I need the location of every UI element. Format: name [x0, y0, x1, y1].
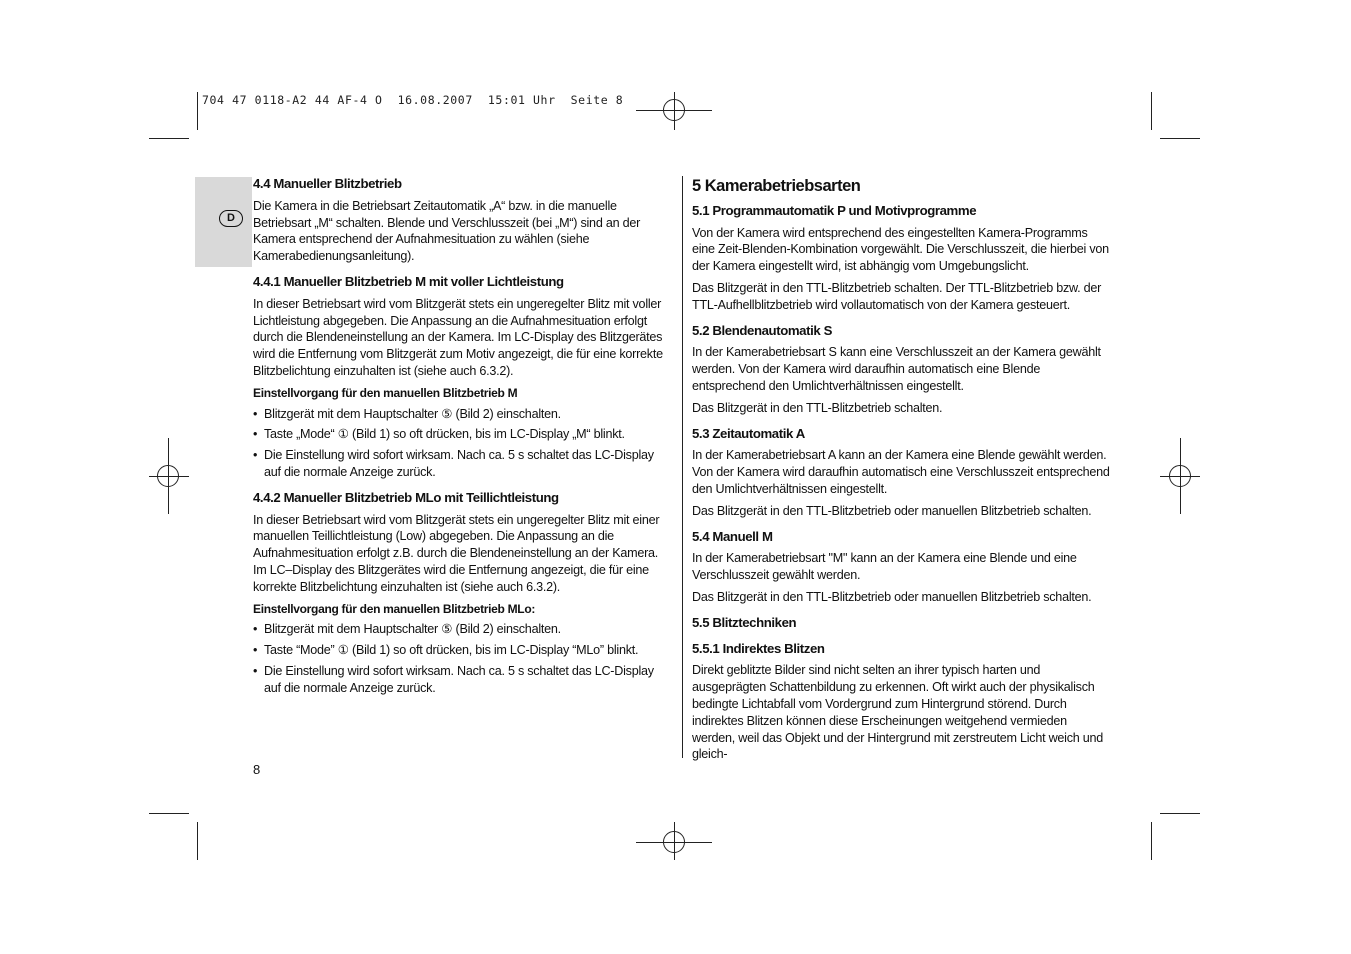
- list-item: • Die Einstellung wird sofort wirksam. Nach ca. 5 s schaltet das LC-Display auf die normale Anzeige zurück.: [253, 663, 673, 697]
- paragraph: Das Blitzgerät in den TTL-Blitzbetrieb oder manuellen Blitzbetrieb schalten.: [692, 503, 1092, 518]
- paragraph: Von der Kamera wird entsprechend des eingestellten Kamera-Programms eine Zeit-Blenden-Kombination vorgewählt. Die Verschlusszeit, die hierbei von der Kamera eingestellt wird, ist abhängig vom Umgebungslicht.: [692, 225, 1109, 274]
- column-divider: [682, 176, 683, 758]
- section-title: 5.1 Programmautomatik P und Motivprogramme: [692, 202, 977, 218]
- page-number: 8: [253, 762, 261, 777]
- section-5-3: [692, 426, 1110, 520]
- language-badge: D: [219, 210, 243, 227]
- section-title: 5.5 Blitztechniken: [692, 614, 797, 630]
- paragraph: Die Kamera in die Betriebsart Zeitautomatik „A“ bzw. in die manuelle Betriebsart „M“ schalten. Blende und Verschlusszeit (bei „M“) sind an der Kamera entsprechend der Aufnahmesituation zu wählen (siehe Kamerabedienungsanleitung).: [253, 198, 641, 264]
- list-item: • Blitzgerät mit dem Hauptschalter ⑤ (Bild 2) einschalten.: [253, 406, 673, 423]
- section-title: 5.2 Blendenautomatik S: [692, 322, 832, 338]
- section-4-4-2: [253, 490, 673, 697]
- procedure-heading: Einstellvorgang für den manuellen Blitzbetrieb M: [253, 385, 518, 400]
- section-4-4: [253, 176, 673, 265]
- section-5-5-1: [692, 641, 1110, 764]
- section-5-1: [692, 203, 1110, 314]
- procedure-heading: Einstellvorgang für den manuellen Blitzbetrieb MLo:: [253, 601, 536, 616]
- section-title: 5.3 Zeitautomatik A: [692, 425, 805, 441]
- section-5-2: [692, 323, 1110, 417]
- section-title: 4.4.2 Manueller Blitzbetrieb MLo mit Teillichtleistung: [253, 489, 559, 505]
- chapter-title: 5 Kamerabetriebsarten: [692, 177, 861, 195]
- paragraph: Das Blitzgerät in den TTL-Blitzbetrieb oder manuellen Blitzbetrieb schalten.: [692, 589, 1092, 604]
- paragraph: Das Blitzgerät in den TTL-Blitzbetrieb schalten. Der TTL-Blitzbetrieb bzw. der TTL-Aufhellblitzbetrieb wird vollautomatisch von der Kamera gesteuert.: [692, 280, 1102, 312]
- paragraph: In dieser Betriebsart wird vom Blitzgerät stets ein ungeregelter Blitz mit voller Lichtleistung abgegeben. Die Anpassung an die Aufnahmesituation erfolgt durch die Blendeneinstellung an der Kamera. Im LC-Display des Blitzgerätes wird die Entfernung vom Blitzgerät zum Motiv angezeigt, die für eine korrekte Blitzbelichtung einzuhalten ist (siehe auch 6.3.2).: [253, 296, 663, 378]
- list-item: • Blitzgerät mit dem Hauptschalter ⑤ (Bild 2) einschalten.: [253, 621, 673, 638]
- paragraph: In dieser Betriebsart wird vom Blitzgerät stets ein ungeregelter Blitz mit einer manuellen Teillichtleistung (Low) abgegeben. Die Anpassung an die Aufnahmesituation erfolgt z.B. durch die Blendeneinstellung an der Kamera. Im LC–Display des Blitzgerätes wird die Entfernung angezeigt, die für eine korrekte Blitzbelichtung einzuhalten ist (siehe auch 6.3.2).: [253, 512, 660, 594]
- section-title: 5.5.1 Indirektes Blitzen: [692, 640, 825, 656]
- paragraph: In der Kamerabetriebsart S kann eine Verschlusszeit an der Kamera gewählt werden. Von der Kamera wird daraufhin automatisch eine Blende entsprechend den Umlichtverhältnissen eingestellt.: [692, 345, 1101, 393]
- list-item: • Taste “Mode” ① (Bild 1) so oft drücken, bis im LC-Display “MLo” blinkt.: [253, 642, 673, 659]
- print-header: 704 47 0118-A2 44 AF-4 O 16.08.2007 15:01 Uhr Seite 8: [202, 93, 624, 107]
- section-5-4: [692, 529, 1110, 606]
- right-column: [692, 176, 1110, 772]
- paragraph: Das Blitzgerät in den TTL-Blitzbetrieb schalten.: [692, 400, 943, 415]
- section-title: 5.4 Manuell M: [692, 528, 773, 544]
- left-column: [253, 176, 673, 706]
- section-title: 4.4 Manueller Blitzbetrieb: [253, 176, 402, 191]
- paragraph: In der Kamerabetriebsart "M" kann an der Kamera eine Blende und eine Verschlusszeit gewählt werden.: [692, 551, 1077, 583]
- section-5-5: [692, 615, 1110, 632]
- list-item: • Taste „Mode“ ① (Bild 1) so oft drücken, bis im LC-Display „M“ blinkt.: [253, 426, 673, 443]
- bullet-list: [253, 621, 673, 696]
- bullet-list: [253, 406, 673, 481]
- section-4-4-1: [253, 274, 673, 481]
- paragraph: In der Kamerabetriebsart A kann an der Kamera eine Blende gewählt werden. Von der Kamera wird daraufhin automatisch eine Verschlusszeit entsprechend den Umlichtverhältnissen eingestellt.: [692, 448, 1110, 496]
- paragraph: Direkt geblitzte Bilder sind nicht selten an ihrer typisch harten und ausgeprägten Schattenbildung zu erkennen. Oft wirkt auch der physikalisch bedingte Lichtabfall vom Vordergrund zum Hintergrund störend. Durch indirektes Blitzen können diese Erscheinungen weitgehend vermieden werden, weil das Objekt und der Hintergrund mit zerstreutem Licht weich und gleich-: [692, 663, 1104, 762]
- section-title: 4.4.1 Manueller Blitzbetrieb M mit voller Lichtleistung: [253, 273, 564, 289]
- list-item: • Die Einstellung wird sofort wirksam. Nach ca. 5 s schaltet das LC-Display auf die normale Anzeige zurück.: [253, 447, 673, 481]
